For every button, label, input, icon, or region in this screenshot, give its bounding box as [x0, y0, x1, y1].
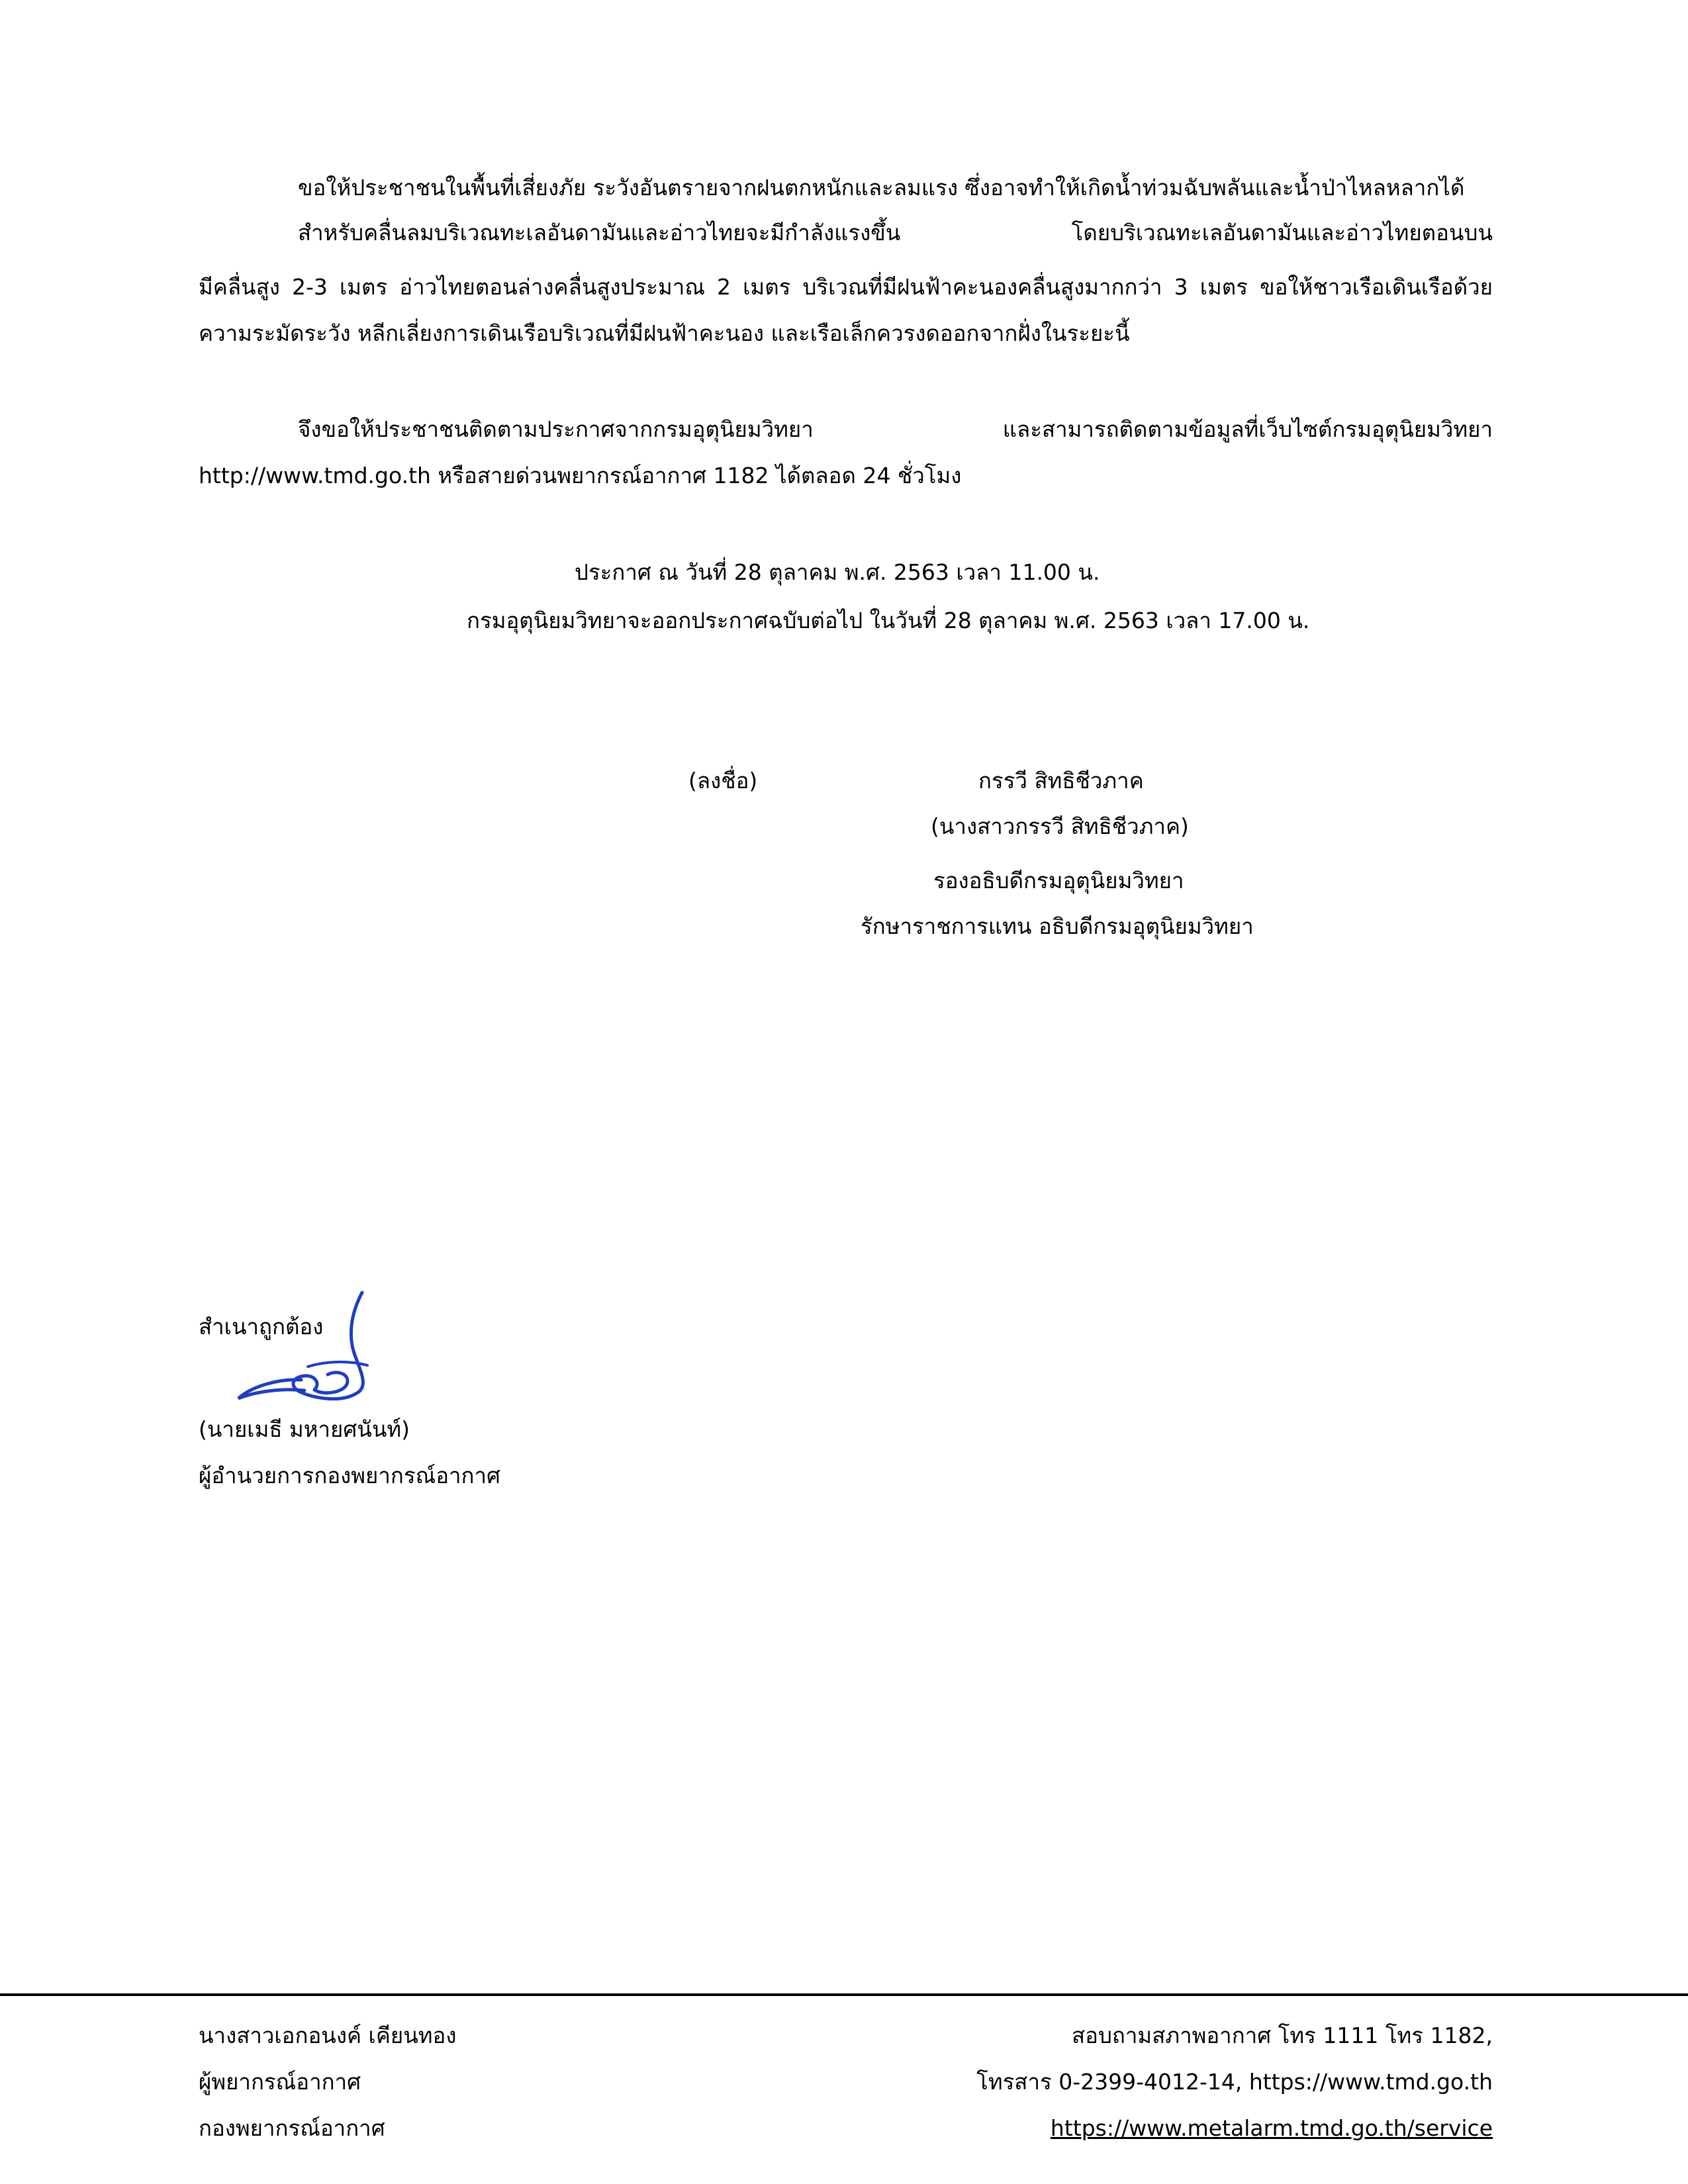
footer-author-division: กองพยากรณ์อากาศ: [199, 2115, 385, 2141]
footer-contact-fax: โทรสาร 0-2399-4012-14, https://www.tmd.go.th: [976, 2069, 1493, 2095]
footer-service-link[interactable]: https://www.metalarm.tmd.go.th/service: [1050, 2115, 1493, 2141]
body-paragraph-1-line-1: ขอให้ประชาชนในพื้นที่เสี่ยงภัย ระวังอันตรายจากฝนตกหนักและลมแรง ซึ่งอาจทำให้เกิดน้ำท่วมฉับพลันและน้ำป่าไหลหลากได้: [298, 175, 1465, 201]
signatory-position-2: รักษาราชการแทน อธิบดีกรมอุตุนิยมวิทยา: [861, 913, 1254, 939]
certified-name: (นายเมธี มหายศนันท์): [199, 1416, 410, 1442]
footer-author-name: นางสาวเอกอนงค์ เคียนทอง: [199, 2023, 457, 2048]
footer-contact-phone: สอบถามสภาพอากาศ โทร 1111 โทร 1182,: [1072, 2023, 1493, 2048]
sign-label: (ลงชื่อ): [688, 768, 758, 794]
footer-author-role: ผู้พยากรณ์อากาศ: [199, 2069, 361, 2095]
signature-name: กรรวี สิทธิชีวภาค: [978, 768, 1144, 794]
body-paragraph-2-line-3: ความระมัดระวัง หลีกเลี่ยงการเดินเรือบริเวณที่มีฝนฟ้าคะนอง และเรือเล็กควรงดออกจากฝั่งในระยะนี้: [199, 320, 1130, 346]
body-paragraph-2-line-2: มีคลื่นสูง 2-3 เมตร อ่าวไทยตอนล่างคลื่นสูงประมาณ 2 เมตร บริเวณที่มีฝนฟ้าคะนองคลื่นสูงมากกว่า 3 เมตร ขอให้ชาวเรือเดินเรือด้วย: [199, 274, 1493, 300]
announcement-next: กรมอุตุนิยมวิทยาจะออกประกาศฉบับต่อไป ในวันที่ 28 ตุลาคม พ.ศ. 2563 เวลา 17.00 น.: [467, 608, 1310, 633]
signatory-position-1: รองอธิบดีกรมอุตุนิยมวิทยา: [933, 868, 1184, 893]
body-paragraph-3-line-1: จึงขอให้ประชาชนติดตามประกาศจากกรมอุตุนิยมวิทยา และสามารถติดตามข้อมูลที่เว็บไซต์กรมอุตุนิยมวิทยา: [298, 416, 1493, 442]
certified-position: ผู้อำนวยการกองพยากรณ์อากาศ: [199, 1463, 501, 1488]
handwritten-signature: [215, 1287, 381, 1406]
signatory-full-name: (นางสาวกรรวี สิทธิชีวภาค): [931, 813, 1189, 839]
body-paragraph-3-line-2: http://www.tmd.go.th หรือสายด่วนพยากรณ์อากาศ 1182 ได้ตลอด 24 ชั่วโมง: [199, 463, 962, 488]
announcement-issued: ประกาศ ณ วันที่ 28 ตุลาคม พ.ศ. 2563 เวลา 11.00 น.: [575, 559, 1100, 585]
body-paragraph-2-line-1: สำหรับคลื่นลมบริเวณทะเลอันดามันและอ่าวไทยจะมีกำลังแรงขึ้น โดยบริเวณทะเลอันดามันและอ่าวไทยตอนบน: [298, 220, 1493, 246]
certified-label: สำเนาถูกต้อง: [199, 1314, 324, 1340]
footer-divider: [0, 1993, 1688, 1996]
